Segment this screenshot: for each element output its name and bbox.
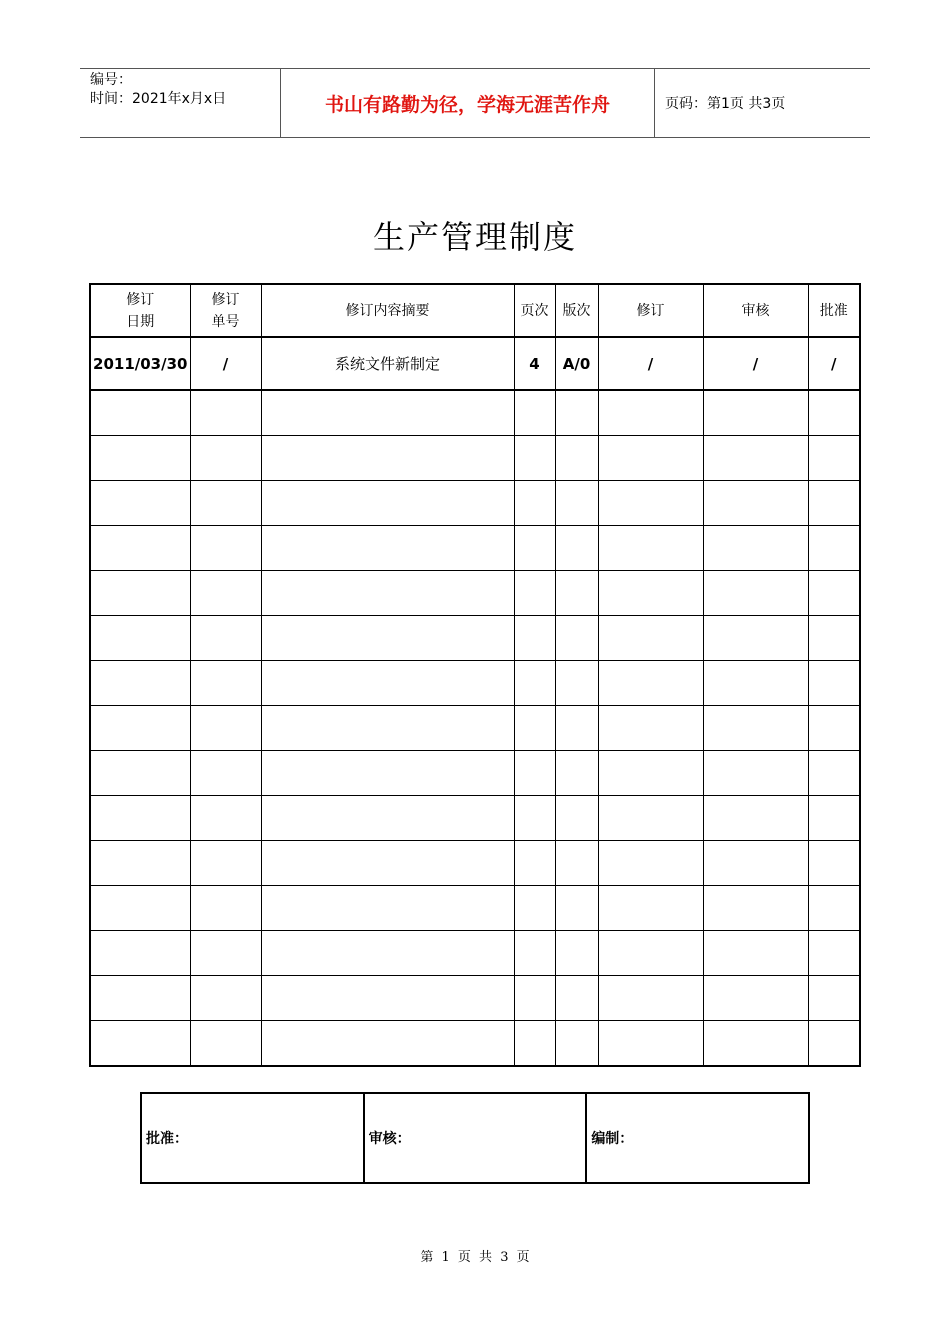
col-header-approved-by: 批准 (808, 284, 860, 337)
empty-cell[interactable] (514, 1021, 555, 1067)
empty-cell[interactable] (190, 661, 261, 706)
page-header (80, 68, 870, 138)
empty-cell[interactable] (190, 796, 261, 841)
empty-cell[interactable] (90, 841, 190, 886)
cell-page: 4 (514, 337, 555, 390)
empty-cell[interactable] (598, 481, 703, 526)
table-row (90, 571, 860, 616)
empty-cell[interactable] (514, 796, 555, 841)
empty-cell[interactable] (808, 1021, 860, 1067)
empty-cell[interactable] (90, 976, 190, 1021)
empty-cell[interactable] (90, 1021, 190, 1067)
empty-cell[interactable] (703, 751, 808, 796)
empty-cell[interactable] (190, 931, 261, 976)
code-label: 编号： (90, 72, 132, 88)
header-motto: 书山有路勤为径，学海无涯苦作舟 (281, 69, 655, 137)
prepare-field[interactable]: 编制： (586, 1093, 809, 1183)
empty-cell[interactable] (703, 526, 808, 571)
empty-cell[interactable] (598, 841, 703, 886)
table-row (90, 390, 860, 436)
table-row (90, 337, 860, 390)
empty-cell[interactable] (703, 886, 808, 931)
empty-cell[interactable] (703, 481, 808, 526)
empty-cell[interactable] (190, 751, 261, 796)
empty-cell[interactable] (190, 526, 261, 571)
empty-cell[interactable] (555, 526, 598, 571)
empty-cell[interactable] (808, 841, 860, 886)
empty-cell[interactable] (808, 886, 860, 931)
empty-cell[interactable] (808, 661, 860, 706)
empty-cell[interactable] (703, 436, 808, 481)
empty-cell[interactable] (261, 390, 514, 436)
empty-cell[interactable] (514, 481, 555, 526)
empty-cell[interactable] (514, 390, 555, 436)
empty-cell[interactable] (703, 661, 808, 706)
empty-cell[interactable] (261, 931, 514, 976)
approve-field[interactable]: 批准： (141, 1093, 364, 1183)
empty-cell[interactable] (514, 526, 555, 571)
empty-cell[interactable] (555, 796, 598, 841)
empty-cell[interactable] (598, 526, 703, 571)
empty-cell[interactable] (808, 931, 860, 976)
cell-revision-summary: 系统文件新制定 (261, 337, 514, 390)
empty-cell[interactable] (598, 436, 703, 481)
empty-cell[interactable] (514, 751, 555, 796)
empty-cell[interactable] (261, 706, 514, 751)
empty-cell[interactable] (514, 976, 555, 1021)
empty-cell[interactable] (703, 841, 808, 886)
table-row (90, 931, 860, 976)
empty-cell[interactable] (90, 796, 190, 841)
table-row (90, 976, 860, 1021)
cell-version: A/0 (555, 337, 598, 390)
empty-cell[interactable] (703, 976, 808, 1021)
empty-cell[interactable] (555, 976, 598, 1021)
empty-cell[interactable] (90, 481, 190, 526)
empty-cell[interactable] (90, 571, 190, 616)
cell-revised-by: / (598, 337, 703, 390)
empty-cell[interactable] (514, 616, 555, 661)
empty-cell[interactable] (598, 706, 703, 751)
revision-table (89, 283, 861, 1067)
empty-cell[interactable] (555, 931, 598, 976)
empty-cell[interactable] (261, 796, 514, 841)
empty-cell[interactable] (555, 1021, 598, 1067)
empty-cell[interactable] (703, 390, 808, 436)
empty-cell[interactable] (808, 390, 860, 436)
document-title: 生产管理制度 (372, 218, 577, 256)
empty-cell[interactable] (598, 390, 703, 436)
table-row (90, 481, 860, 526)
col-header-revision-date: 修订 日期 (90, 284, 190, 337)
empty-cell[interactable] (514, 571, 555, 616)
empty-cell[interactable] (514, 661, 555, 706)
empty-cell[interactable] (514, 886, 555, 931)
time-label: 时间：2021年x月x日 (90, 91, 227, 107)
col-header-revision-number: 修订 单号 (190, 284, 261, 337)
empty-cell[interactable] (90, 886, 190, 931)
empty-cell[interactable] (555, 661, 598, 706)
empty-cell[interactable] (90, 436, 190, 481)
table-row (90, 706, 860, 751)
empty-cell[interactable] (90, 526, 190, 571)
empty-cell[interactable] (555, 616, 598, 661)
empty-cell[interactable] (598, 1021, 703, 1067)
empty-cell[interactable] (808, 706, 860, 751)
revision-header-row (90, 284, 860, 337)
empty-cell[interactable] (808, 751, 860, 796)
empty-cell[interactable] (598, 886, 703, 931)
empty-cell[interactable] (90, 751, 190, 796)
empty-cell[interactable] (90, 616, 190, 661)
empty-cell[interactable] (90, 931, 190, 976)
empty-cell[interactable] (703, 616, 808, 661)
empty-cell[interactable] (703, 571, 808, 616)
revision-table-body (90, 284, 860, 1066)
table-row (90, 616, 860, 661)
empty-cell[interactable] (808, 976, 860, 1021)
table-row (90, 751, 860, 796)
col-header-revision-summary: 修订内容摘要 (261, 284, 514, 337)
empty-cell[interactable] (808, 616, 860, 661)
empty-cell[interactable] (555, 751, 598, 796)
table-row (90, 661, 860, 706)
cell-revision-date: 2011/03/30 (90, 337, 190, 390)
empty-cell[interactable] (598, 976, 703, 1021)
table-row (90, 1021, 860, 1067)
empty-cell[interactable] (555, 706, 598, 751)
empty-cell[interactable] (703, 796, 808, 841)
empty-cell[interactable] (598, 616, 703, 661)
empty-cell[interactable] (555, 886, 598, 931)
empty-cell[interactable] (555, 841, 598, 886)
header-meta (80, 69, 281, 137)
empty-cell[interactable] (190, 886, 261, 931)
empty-cell[interactable] (514, 706, 555, 751)
empty-cell[interactable] (598, 751, 703, 796)
cell-revision-number: / (190, 337, 261, 390)
empty-cell[interactable] (703, 1021, 808, 1067)
col-header-revised-by: 修订 (598, 284, 703, 337)
table-row (90, 886, 860, 931)
col-header-page: 页次 (514, 284, 555, 337)
empty-cell[interactable] (261, 481, 514, 526)
page-footer: 第 1 页 共 3 页 (420, 1250, 530, 1265)
empty-cell[interactable] (598, 571, 703, 616)
empty-cell[interactable] (598, 931, 703, 976)
table-row (90, 841, 860, 886)
empty-cell[interactable] (190, 976, 261, 1021)
empty-cell[interactable] (261, 526, 514, 571)
empty-cell[interactable] (261, 661, 514, 706)
empty-cell[interactable] (555, 390, 598, 436)
empty-cell[interactable] (190, 841, 261, 886)
empty-cell[interactable] (808, 481, 860, 526)
header-page-info: 页码：第1页 共3页 (665, 96, 786, 112)
cell-approved-by: / (808, 337, 860, 390)
col-header-reviewed-by: 审核 (703, 284, 808, 337)
empty-cell[interactable] (555, 481, 598, 526)
empty-cell[interactable] (190, 1021, 261, 1067)
empty-cell[interactable] (190, 390, 261, 436)
signoff-row (141, 1093, 809, 1183)
empty-cell[interactable] (808, 796, 860, 841)
empty-cell[interactable] (261, 976, 514, 1021)
empty-cell[interactable] (90, 661, 190, 706)
empty-cell[interactable] (703, 706, 808, 751)
empty-cell[interactable] (90, 390, 190, 436)
empty-cell[interactable] (514, 436, 555, 481)
empty-cell[interactable] (514, 931, 555, 976)
cell-reviewed-by: / (703, 337, 808, 390)
empty-cell[interactable] (555, 571, 598, 616)
review-field[interactable]: 审核： (364, 1093, 587, 1183)
table-row (90, 796, 860, 841)
empty-cell[interactable] (190, 481, 261, 526)
empty-cell[interactable] (598, 796, 703, 841)
empty-cell[interactable] (261, 616, 514, 661)
empty-cell[interactable] (261, 571, 514, 616)
table-row (90, 526, 860, 571)
empty-cell[interactable] (555, 436, 598, 481)
empty-cell[interactable] (190, 436, 261, 481)
empty-cell[interactable] (190, 616, 261, 661)
empty-cell[interactable] (190, 706, 261, 751)
empty-cell[interactable] (703, 931, 808, 976)
empty-cell[interactable] (90, 706, 190, 751)
empty-cell[interactable] (190, 571, 261, 616)
empty-cell[interactable] (261, 841, 514, 886)
empty-cell[interactable] (261, 751, 514, 796)
empty-cell[interactable] (808, 571, 860, 616)
empty-cell[interactable] (261, 886, 514, 931)
empty-cell[interactable] (808, 526, 860, 571)
empty-cell[interactable] (598, 661, 703, 706)
empty-cell[interactable] (261, 1021, 514, 1067)
signoff-table (140, 1092, 810, 1184)
col-header-version: 版次 (555, 284, 598, 337)
table-row (90, 436, 860, 481)
empty-cell[interactable] (514, 841, 555, 886)
empty-cell[interactable] (261, 436, 514, 481)
empty-cell[interactable] (808, 436, 860, 481)
